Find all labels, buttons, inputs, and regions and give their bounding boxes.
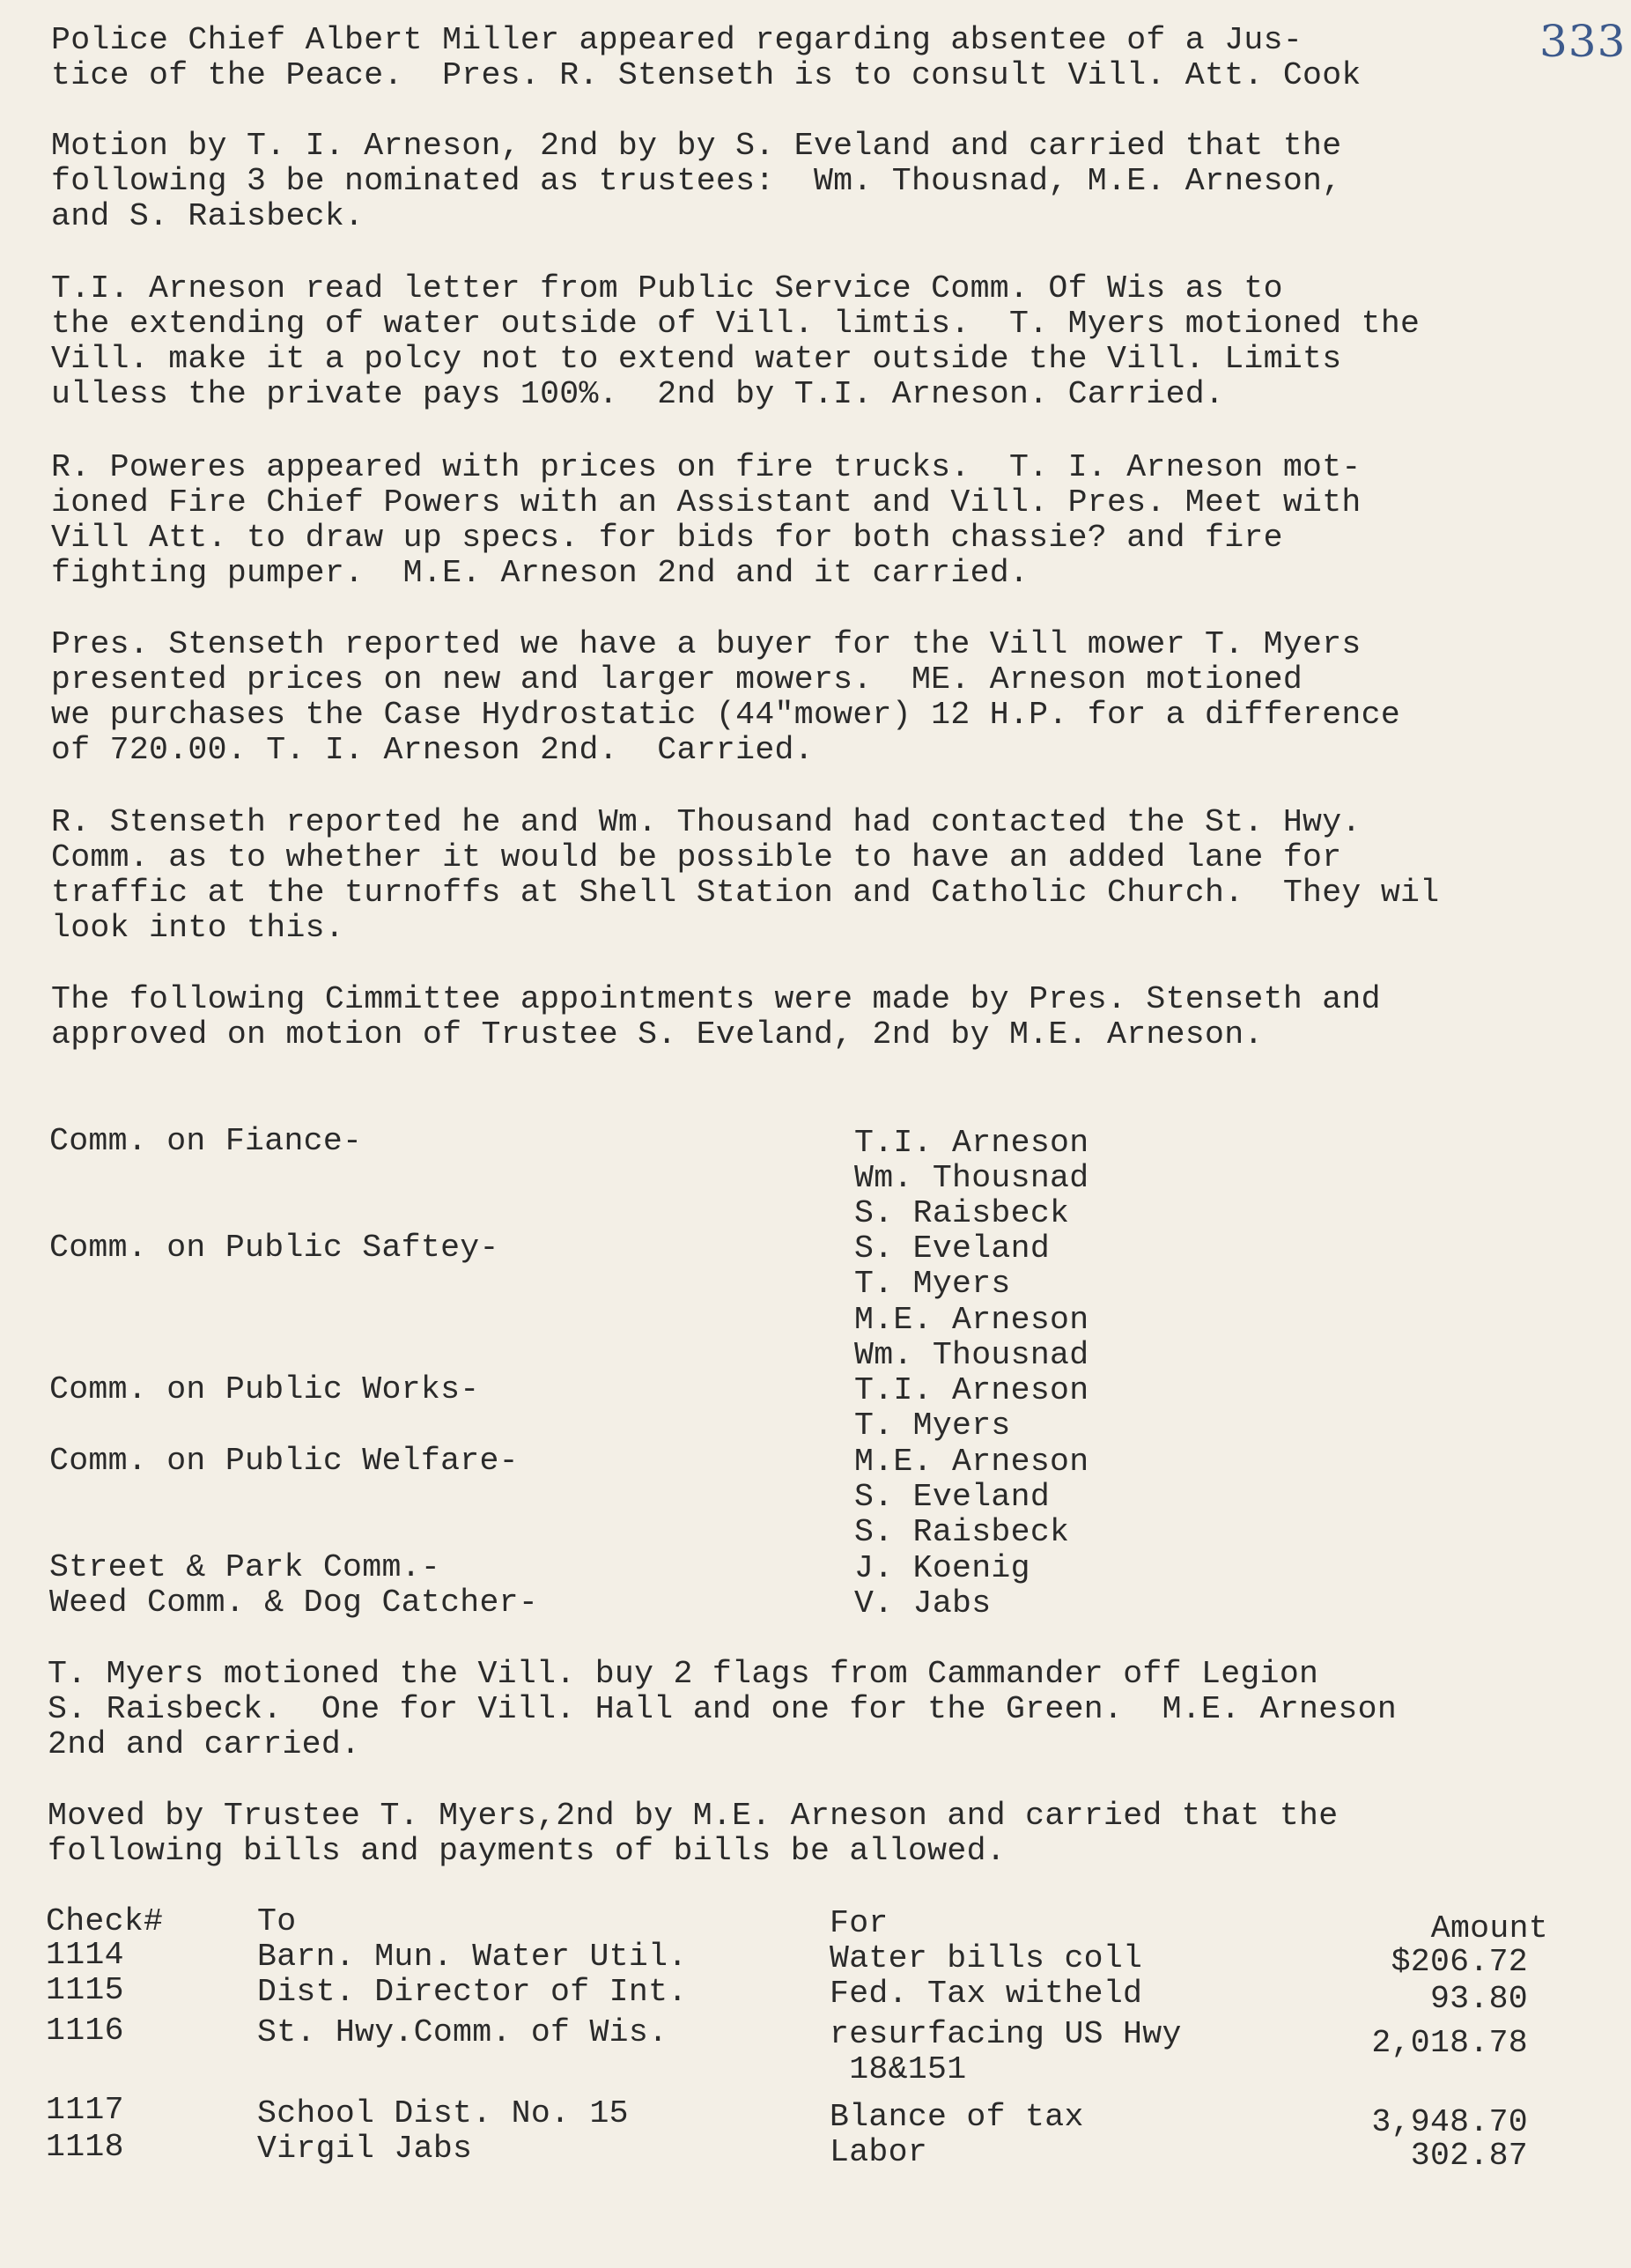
payee: St. Hwy.Comm. of Wis. bbox=[257, 2014, 668, 2050]
committee-member: S. Eveland bbox=[854, 1230, 1051, 1267]
paragraph-police-chief: Police Chief Albert Miller appeared regarding absentee of a Jus- tice of the Peace. Pres. R. Stenseth is to consult Vill. Att. Cook bbox=[51, 22, 1362, 93]
check-number: 1115 bbox=[46, 1972, 124, 2008]
paragraph-fire-trucks: R. Poweres appeared with prices on fire trucks. T. I. Arneson mot- ioned Fire Chief Powers with an Assistant and Vill. Pres. Meet with Vill Att. to draw up specs. for bids for both chassie? and fire fighting pumper. M.E. Arneson 2nd and it carried. bbox=[51, 449, 1362, 591]
paragraph-mower: Pres. Stenseth reported we have a buyer for the Vill mower T. Myers presented prices on new and larger mowers. ME. Arneson motioned we purchases the Case Hydrostatic (44"mower) 12 H.P. for a difference of 720.00. T. I. Arneson 2nd. Carried. bbox=[51, 626, 1401, 768]
purpose: Fed. Tax witheld bbox=[830, 1976, 1143, 2012]
payee: Virgil Jabs bbox=[257, 2131, 473, 2167]
committee-member: S. Raisbeck bbox=[854, 1514, 1070, 1550]
committee-member: S. Raisbeck bbox=[854, 1195, 1070, 1231]
amount: 3,948.70 bbox=[1371, 2104, 1528, 2140]
amount: 2,018.78 bbox=[1371, 2025, 1528, 2061]
column-header-check: Check# bbox=[46, 1903, 164, 1939]
check-number: 1116 bbox=[46, 2013, 124, 2049]
committee-label: Comm. on Fiance- bbox=[49, 1123, 363, 1159]
column-header-amount: Amount bbox=[1430, 1910, 1548, 1947]
committee-member: T.I. Arneson bbox=[854, 1125, 1089, 1161]
committee-member: J. Koenig bbox=[854, 1550, 1030, 1586]
committee-label: Comm. on Public Works- bbox=[49, 1371, 480, 1407]
purpose: resurfacing US Hwy 18&151 bbox=[830, 2016, 1182, 2087]
purpose: Water bills coll bbox=[830, 1940, 1143, 1976]
column-header-for: For bbox=[830, 1905, 889, 1941]
committee-member: T. Myers bbox=[854, 1266, 1011, 1302]
paragraph-bills-motion: Moved by Trustee T. Myers,2nd by M.E. Arneson and carried that the following bills and payments of bills be allowed. bbox=[48, 1798, 1339, 1869]
purpose: Blance of tax bbox=[830, 2099, 1084, 2135]
committee-label: Weed Comm. & Dog Catcher- bbox=[49, 1585, 539, 1621]
committee-member: S. Eveland bbox=[854, 1479, 1051, 1515]
committee-member: T.I. Arneson bbox=[854, 1372, 1089, 1408]
paragraph-highway-lane: R. Stenseth reported he and Wm. Thousand had contacted the St. Hwy. Comm. as to whether it would be possible to have an added lane for traffic at the turnoffs at Shell Station and Catholic Church. They wil look into this. bbox=[51, 804, 1440, 946]
check-number: 1118 bbox=[46, 2129, 124, 2165]
committee-member: Wm. Thousnad bbox=[854, 1160, 1089, 1196]
committee-label: Street & Park Comm.- bbox=[49, 1549, 441, 1585]
paragraph-trustees-motion: Motion by T. I. Arneson, 2nd by by S. Eveland and carried that the following 3 be nominated as trustees: Wm. Thousnad, M.E. Arneson, and S. Raisbeck. bbox=[51, 128, 1342, 234]
payee: Dist. Director of Int. bbox=[257, 1974, 688, 2010]
column-header-to: To bbox=[257, 1903, 297, 1939]
amount: 93.80 bbox=[1429, 1981, 1528, 2017]
amount: 302.87 bbox=[1410, 2138, 1528, 2174]
committee-member: V. Jabs bbox=[854, 1585, 992, 1622]
committee-member: Wm. Thousnad bbox=[854, 1337, 1089, 1373]
paragraph-flags: T. Myers motioned the Vill. buy 2 flags from Cammander off Legion S. Raisbeck. One for Vill. Hall and one for the Green. M.E. Arneson 2nd and carried. bbox=[48, 1656, 1398, 1762]
committee-label: Comm. on Public Welfare- bbox=[49, 1443, 519, 1479]
payee: School Dist. No. 15 bbox=[257, 2095, 629, 2131]
paragraph-water-policy: T.I. Arneson read letter from Public Service Comm. Of Wis as to the extending of water outside of Vill. limtis. T. Myers motioned the Vill. make it a polcy not to extend water outside the Vill. Limits ulless the private pays 100%. 2nd by T.I. Arneson. Carried. bbox=[51, 270, 1421, 412]
purpose: Labor bbox=[830, 2134, 928, 2170]
paragraph-committee-intro: The following Cimmittee appointments were made by Pres. Stenseth and approved on motion of Trustee S. Eveland, 2nd by M.E. Arneson. bbox=[51, 981, 1381, 1053]
committee-label: Comm. on Public Saftey- bbox=[49, 1230, 499, 1266]
amount: $206.72 bbox=[1391, 1944, 1528, 1980]
committee-member: M.E. Arneson bbox=[854, 1302, 1089, 1338]
check-number: 1114 bbox=[46, 1937, 124, 1973]
committee-member: M.E. Arneson bbox=[854, 1444, 1089, 1480]
payee: Barn. Mun. Water Util. bbox=[257, 1939, 688, 1975]
check-number: 1117 bbox=[46, 2092, 124, 2128]
committee-member: T. Myers bbox=[854, 1407, 1011, 1444]
page-number: 333 bbox=[1539, 16, 1627, 67]
